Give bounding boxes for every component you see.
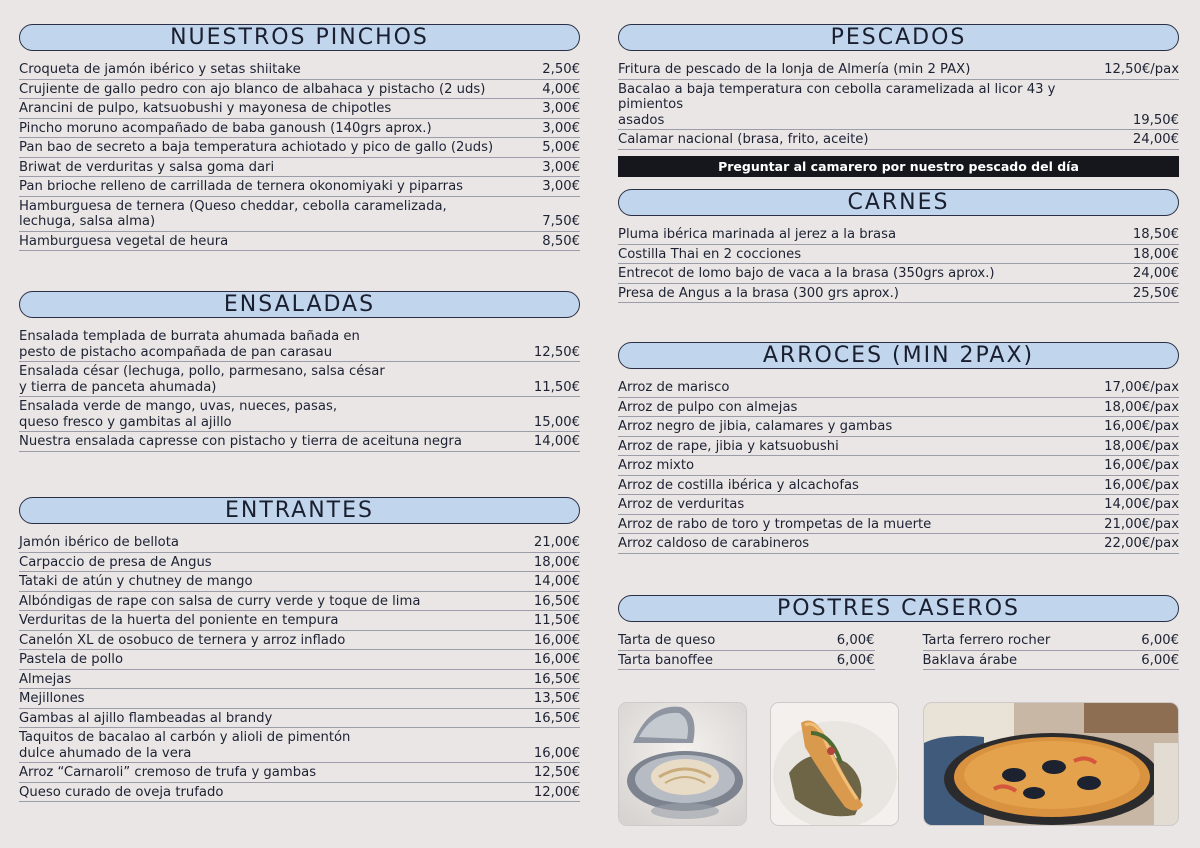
menu-item bbox=[19, 553, 580, 573]
menu-item bbox=[923, 631, 1180, 651]
menu-item-price: 18,00€ bbox=[533, 554, 580, 570]
pinchos-list bbox=[19, 60, 580, 251]
menu-item-name: Arancini de pulpo, katsuobushi y mayonesa de chipotles bbox=[19, 101, 392, 116]
menu-item-price: 4,00€ bbox=[542, 81, 580, 97]
menu-item bbox=[19, 80, 580, 100]
menu-item-name: Pan bao de secreto a baja temperatura achiotado y pico de gallo (2uds) bbox=[19, 140, 494, 155]
menu-item-name: Pastela de pollo bbox=[19, 652, 124, 667]
menu-item bbox=[19, 631, 580, 651]
menu-item bbox=[19, 611, 580, 631]
menu-item-name: Verduritas de la huerta del poniente en tempura bbox=[19, 613, 339, 628]
menu-item-price: 16,00€ bbox=[533, 745, 580, 761]
menu-item bbox=[923, 651, 1180, 671]
section-title-arroces: ARROCES (MIN 2PAX) bbox=[618, 342, 1179, 369]
menu-item bbox=[19, 99, 580, 119]
menu-item-name: Jamón ibérico de bellota bbox=[19, 535, 179, 550]
menu-item bbox=[618, 284, 1179, 304]
menu-item-name: Hamburguesa vegetal de heura bbox=[19, 233, 229, 249]
menu-item bbox=[19, 327, 580, 362]
menu-item-price: 18,00€/pax bbox=[1104, 438, 1179, 454]
menu-item-price: 11,50€ bbox=[533, 613, 580, 628]
section-pinchos bbox=[19, 24, 580, 251]
menu-item bbox=[19, 432, 580, 452]
entrantes-list bbox=[19, 533, 580, 802]
menu-item bbox=[19, 728, 580, 763]
menu-item-name: Hamburguesa de ternera (Queso cheddar, cebolla caramelizada, lechuga, salsa alma) bbox=[19, 198, 447, 229]
section-arroces bbox=[618, 342, 1179, 554]
menu-item bbox=[618, 225, 1179, 245]
menu-item-price: 21,00€ bbox=[533, 535, 580, 550]
menu-item-name: Mejillones bbox=[19, 691, 85, 706]
menu-item-price: 24,00€ bbox=[1132, 132, 1179, 147]
menu-item bbox=[19, 783, 580, 803]
section-pescados bbox=[618, 24, 1179, 177]
menu-item-name: Tarta ferrero rocher bbox=[922, 633, 1051, 648]
carnes-list bbox=[618, 225, 1179, 303]
menu-item-price: 16,50€ bbox=[533, 671, 580, 687]
menu-item-price: 16,00€ bbox=[533, 652, 580, 667]
menu-item-name: Pan brioche relleno de carrillada de ternera okonomiyaki y piparras bbox=[19, 179, 464, 194]
menu-item bbox=[19, 709, 580, 729]
menu-item-price: 3,00€ bbox=[542, 101, 580, 116]
postres-list-right bbox=[923, 631, 1180, 670]
menu-item-name: Croqueta de jamón ibérico y setas shiitake bbox=[19, 62, 301, 77]
menu-item-name: Nuestra ensalada capresse con pistacho y tierra de aceituna negra bbox=[19, 434, 462, 449]
menu-item-price: 15,00€ bbox=[533, 414, 580, 430]
menu-item-price: 2,50€ bbox=[542, 62, 580, 77]
section-ensaladas bbox=[19, 291, 580, 452]
menu-item-price: 5,00€ bbox=[542, 140, 580, 155]
menu-item bbox=[618, 631, 875, 651]
postres-grid bbox=[618, 631, 1179, 670]
menu-item bbox=[618, 80, 1179, 131]
menu-item-name: Almejas bbox=[19, 671, 72, 687]
menu-item bbox=[618, 495, 1179, 515]
menu-item bbox=[618, 651, 875, 671]
menu-item-price: 24,00€ bbox=[1132, 266, 1179, 281]
menu-item-name: Calamar nacional (brasa, frito, aceite) bbox=[618, 132, 869, 147]
menu-item-price: 3,00€ bbox=[542, 159, 580, 175]
fish-of-the-day-notice: Preguntar al camarero por nuestro pescado del día bbox=[618, 156, 1179, 177]
menu-item-name: Arroz de costilla ibérica y alcachofas bbox=[618, 477, 859, 493]
menu-item-price: 17,00€/pax bbox=[1104, 380, 1179, 395]
menu-item-price: 18,00€ bbox=[1132, 246, 1179, 262]
menu-item-price: 18,00€/pax bbox=[1104, 399, 1179, 415]
menu-item-price: 6,00€ bbox=[1141, 652, 1179, 668]
menu-item-name: Canelón XL de osobuco de ternera y arroz inflado bbox=[19, 632, 346, 648]
menu-item bbox=[19, 763, 580, 783]
menu-item-price: 16,00€/pax bbox=[1104, 477, 1179, 493]
menu-item-price: 3,00€ bbox=[542, 120, 580, 136]
menu-item bbox=[618, 417, 1179, 437]
menu-item-name: Presa de Angus a la brasa (300 grs aprox.) bbox=[618, 285, 899, 301]
menu-item-name: Arroz de rabo de toro y trompetas de la muerte bbox=[618, 516, 932, 532]
menu-item-name: Entrecot de lomo bajo de vaca a la brasa (350grs aprox.) bbox=[618, 266, 995, 281]
section-title-pescados: PESCADOS bbox=[618, 24, 1179, 51]
menu-item-name: Arroz de verduritas bbox=[618, 497, 745, 512]
menu-item-name: Pluma ibérica marinada al jerez a la brasa bbox=[618, 227, 897, 242]
menu-item bbox=[618, 398, 1179, 418]
menu-item-name: Costilla Thai en 2 cocciones bbox=[618, 246, 802, 262]
menu-item-price: 25,50€ bbox=[1132, 285, 1179, 301]
menu-item-name: Ensalada césar (lechuga, pollo, parmesano, salsa césar y tierra de panceta ahumada) bbox=[19, 364, 385, 395]
menu-item-price: 11,50€ bbox=[533, 379, 580, 395]
menu-item-name: Arroz negro de jibia, calamares y gambas bbox=[618, 419, 893, 434]
menu-item-price: 12,50€ bbox=[533, 765, 580, 780]
menu-item-name: Tataki de atún y chutney de mango bbox=[19, 574, 253, 589]
menu-item bbox=[19, 650, 580, 670]
menu-item-name: Arroz “Carnaroli” cremoso de trufa y gambas bbox=[19, 765, 317, 780]
menu-item-price: 14,00€/pax bbox=[1104, 497, 1179, 512]
menu-item-name: Gambas al ajillo flambeadas al brandy bbox=[19, 710, 273, 726]
menu-item-name: Arroz mixto bbox=[618, 458, 695, 473]
menu-item-name: Ensalada templada de burrata ahumada bañada en pesto de pistacho acompañada de pan carasau bbox=[19, 329, 360, 360]
section-postres bbox=[618, 595, 1179, 670]
menu-item bbox=[618, 264, 1179, 284]
menu-item bbox=[19, 119, 580, 139]
menu-item-price: 14,00€ bbox=[533, 574, 580, 589]
menu-item-price: 21,00€/pax bbox=[1104, 516, 1179, 532]
menu-item-name: Arroz de marisco bbox=[618, 380, 730, 395]
menu-item-price: 12,00€ bbox=[533, 784, 580, 800]
menu-item bbox=[618, 476, 1179, 496]
menu-item-price: 16,50€ bbox=[533, 710, 580, 726]
menu-item-price: 16,00€/pax bbox=[1104, 419, 1179, 434]
menu-item-price: 7,50€ bbox=[542, 214, 580, 229]
menu-item bbox=[618, 534, 1179, 554]
menu-item-price: 8,50€ bbox=[542, 233, 580, 249]
tempura-photo bbox=[770, 702, 899, 826]
menu-item-name: Arroz de rape, jibia y katsuobushi bbox=[618, 438, 839, 454]
section-title-pinchos: NUESTROS PINCHOS bbox=[19, 24, 580, 51]
menu-item-price: 16,00€/pax bbox=[1104, 458, 1179, 473]
section-entrantes bbox=[19, 497, 580, 802]
menu-item-price: 6,00€ bbox=[1141, 633, 1179, 648]
section-title-postres: POSTRES CASEROS bbox=[618, 595, 1179, 622]
pastela-photo bbox=[618, 702, 747, 826]
menu-item-name: Arroz caldoso de carabineros bbox=[618, 536, 810, 551]
menu-item bbox=[618, 245, 1179, 265]
menu-item bbox=[618, 130, 1179, 150]
menu-item bbox=[19, 138, 580, 158]
menu-item bbox=[19, 533, 580, 553]
menu-item-price: 13,50€ bbox=[533, 691, 580, 706]
section-carnes bbox=[618, 189, 1179, 303]
menu-item-name: Ensalada verde de mango, uvas, nueces, pasas, queso fresco y gambitas al ajillo bbox=[19, 399, 338, 430]
menu-item-name: Tarta de queso bbox=[618, 633, 716, 648]
ensaladas-list bbox=[19, 327, 580, 452]
menu-item bbox=[19, 592, 580, 612]
menu-item-price: 16,50€ bbox=[533, 593, 580, 609]
food-photos bbox=[618, 702, 1179, 826]
menu-item bbox=[19, 177, 580, 197]
menu-item bbox=[618, 437, 1179, 457]
menu-item bbox=[19, 689, 580, 709]
menu-item-name: Baklava árabe bbox=[922, 652, 1018, 668]
menu-item bbox=[19, 197, 580, 232]
menu-item bbox=[618, 515, 1179, 535]
menu-item-price: 6,00€ bbox=[836, 633, 875, 648]
menu-item bbox=[19, 232, 580, 252]
menu-item-price: 19,50€ bbox=[1132, 112, 1179, 128]
menu-item bbox=[618, 60, 1179, 80]
menu-item bbox=[19, 60, 580, 80]
menu-item bbox=[618, 378, 1179, 398]
menu-item bbox=[19, 158, 580, 178]
menu-item-price: 16,00€ bbox=[533, 632, 580, 648]
menu-item-price: 18,50€ bbox=[1132, 227, 1179, 242]
menu-item bbox=[618, 456, 1179, 476]
menu-item bbox=[19, 572, 580, 592]
menu-item-price: 12,50€/pax bbox=[1104, 62, 1179, 77]
arroces-list bbox=[618, 378, 1179, 554]
menu-item-name: Crujiente de gallo pedro con ajo blanco de albahaca y pistacho (2 uds) bbox=[19, 81, 486, 97]
menu-item-name: Tarta banoffee bbox=[618, 652, 714, 668]
menu-item-price: 3,00€ bbox=[542, 179, 580, 194]
menu-item bbox=[19, 670, 580, 690]
section-title-ensaladas: ENSALADAS bbox=[19, 291, 580, 318]
menu-item bbox=[19, 397, 580, 432]
section-title-entrantes: ENTRANTES bbox=[19, 497, 580, 524]
menu-item-name: Carpaccio de presa de Angus bbox=[19, 554, 212, 570]
pescados-list bbox=[618, 60, 1179, 150]
postres-list-left bbox=[618, 631, 875, 670]
menu-item-name: Briwat de verduritas y salsa goma dari bbox=[19, 159, 275, 175]
menu-item-price: 6,00€ bbox=[836, 652, 875, 668]
menu-item-name: Taquitos de bacalao al carbón y alioli de pimentón dulce ahumado de la vera bbox=[19, 730, 351, 761]
menu-item-name: Fritura de pescado de la lonja de Almería (min 2 PAX) bbox=[618, 62, 971, 77]
menu-item bbox=[19, 362, 580, 397]
menu-item-name: Arroz de pulpo con almejas bbox=[618, 399, 798, 415]
menu-item-price: 22,00€/pax bbox=[1104, 536, 1179, 551]
paella-photo bbox=[923, 702, 1179, 826]
menu-item-name: Bacalao a baja temperatura con cebolla caramelizada al licor 43 y pimientos asados bbox=[618, 81, 1056, 128]
menu-item-name: Albóndigas de rape con salsa de curry verde y toque de lima bbox=[19, 593, 421, 609]
menu-item-name: Queso curado de oveja trufado bbox=[19, 784, 224, 800]
menu-item-price: 12,50€ bbox=[533, 344, 580, 360]
menu-item-name: Pincho moruno acompañado de baba ganoush (140grs aprox.) bbox=[19, 120, 432, 136]
menu-item-price: 14,00€ bbox=[533, 434, 580, 449]
section-title-carnes: CARNES bbox=[618, 189, 1179, 216]
